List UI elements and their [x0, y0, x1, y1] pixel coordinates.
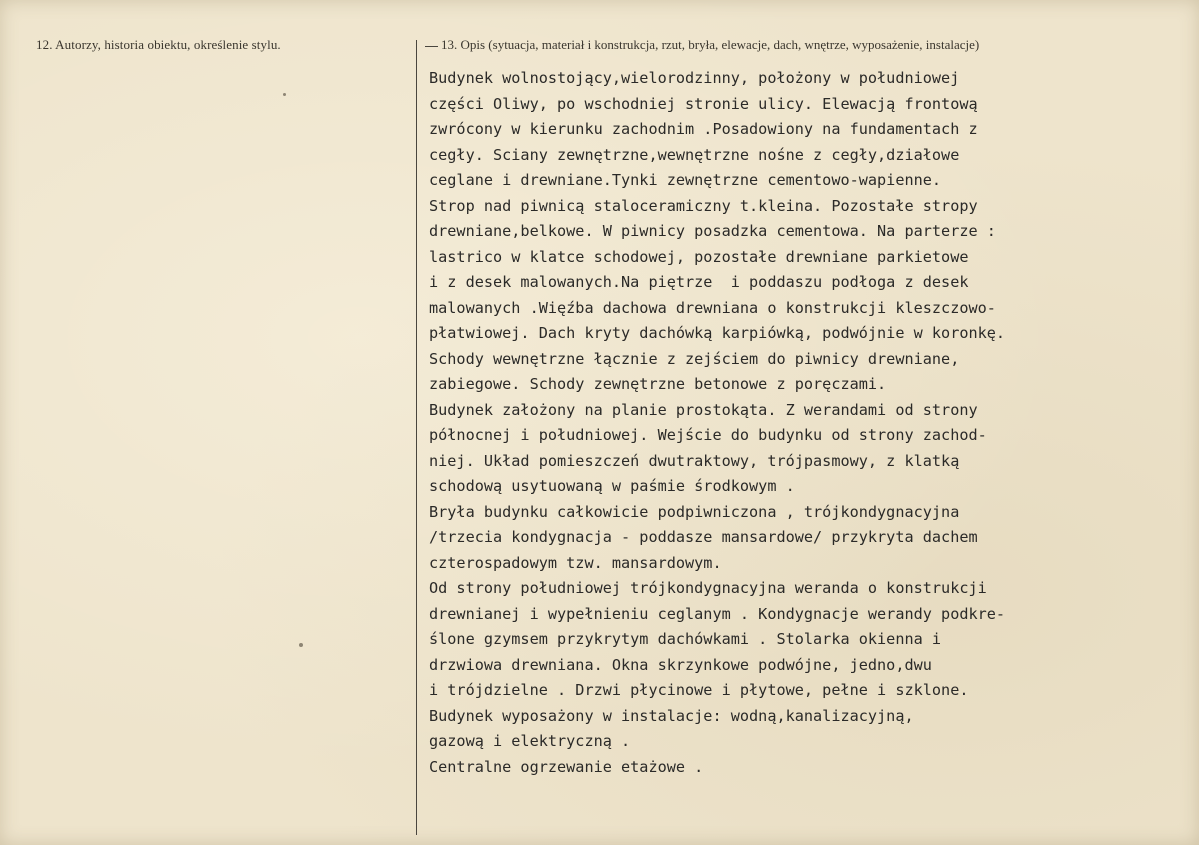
description-line: ceglane i drewniane.Tynki zewnętrzne cementowo-wapienne.	[429, 171, 942, 189]
description-line: i trójdzielne . Drzwi płycinowe i płytowe, pełne i szklone.	[429, 681, 969, 699]
description-line: niej. Układ pomieszczeń dwutraktowy, trójpasmowy, z klatką	[429, 451, 960, 470]
description-line: ślone gzymsem przykrytym dachówkami . Stolarka okienna i	[429, 630, 942, 648]
description-line: malowanych .Więźba dachowa drewniana o konstrukcji kleszczowo-	[429, 298, 996, 317]
paper-speck	[299, 643, 303, 647]
description-line: Schody wewnętrzne łącznie z zejściem do piwnicy drewniane,	[429, 349, 960, 368]
section-13-heading: 13. Opis (sytuacja, materiał i konstrukcja, rzut, bryła, elewacje, dach, wnętrze, wyposażenie, instalacje)	[441, 37, 980, 52]
description-line: schodową usytuowaną w paśmie środkowym .	[429, 477, 795, 495]
description-line: północnej i południowej. Wejście do budynku od strony zachod-	[429, 426, 987, 444]
description-text	[429, 66, 1005, 780]
description-line: Strop nad piwnicą staloceramiczny t.kleina. Pozostałe stropy	[429, 196, 978, 215]
description-line: Budynek wolnostojący,wielorodzinny, położony w południowej	[429, 69, 960, 87]
column-divider	[416, 40, 417, 835]
heading-dash	[425, 46, 438, 47]
description-line: /trzecia kondygnacja - poddasze mansardowe/ przykryta dachem	[429, 528, 978, 546]
description-line: Bryła budynku całkowicie podpiwniczona , trójkondygnacyjna	[429, 502, 960, 521]
description-line: Od strony południowej trójkondygnacyjna weranda o konstrukcji	[429, 579, 987, 597]
description-line: Budynek wyposażony w instalacje: wodną,kanalizacyjną,	[429, 706, 914, 725]
description-line: gazową i elektryczną .	[429, 732, 631, 750]
description-line: drewnianej i wypełnieniu ceglanym . Kondygnacje werandy podkre-	[429, 604, 1006, 623]
description-line: zabiegowe. Schody zewnętrzne betonowe z poręczami.	[429, 375, 887, 393]
description-line: Budynek założony na planie prostokąta. Z werandami od strony	[429, 400, 978, 419]
description-line: drewniane,belkowe. W piwnicy posadzka cementowa. Na parterze :	[429, 222, 996, 240]
description-line: drzwiowa drewniana. Okna skrzynkowe podwójne, jedno,dwu	[429, 655, 932, 674]
description-line: Centralne ogrzewanie etażowe .	[429, 757, 704, 776]
paper-speck	[283, 93, 286, 96]
description-line: części Oliwy, po wschodniej stronie ulicy. Elewacją frontową	[429, 94, 978, 113]
section-12-heading: 12. Autorzy, historia obiektu, określenie stylu.	[36, 37, 281, 52]
description-line: płatwiowej. Dach kryty dachówką karpiówką, podwójnie w koronkę.	[429, 324, 1006, 342]
description-line: i z desek malowanych.Na piętrze i poddaszu podłoga z desek	[429, 273, 969, 291]
description-line: czterospadowym tzw. mansardowym.	[429, 553, 722, 572]
description-line: lastrico w klatce schodowej, pozostałe drewniane parkietowe	[429, 247, 969, 266]
description-line: cegły. Sciany zewnętrzne,wewnętrzne nośne z cegły,działowe	[429, 145, 960, 164]
description-line: zwrócony w kierunku zachodnim .Posadowiony na fundamentach z	[429, 120, 978, 138]
